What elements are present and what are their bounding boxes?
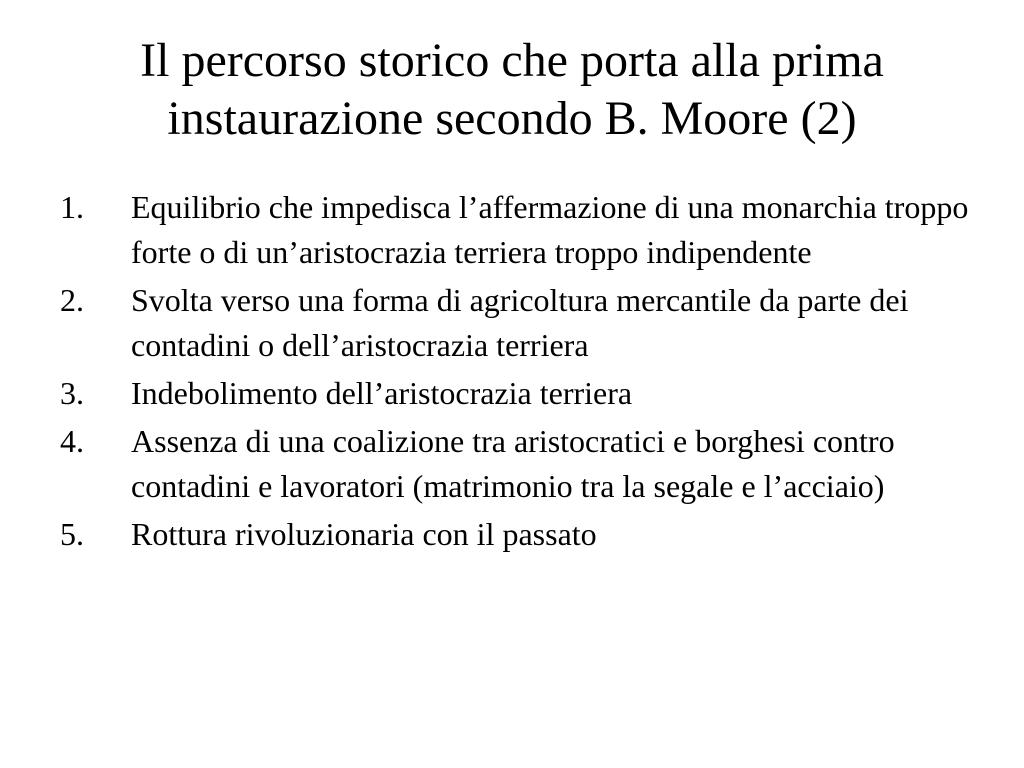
list-item-number: 5.: [60, 516, 84, 552]
list-item-1: [60, 185, 980, 275]
list-item-number: 1.: [60, 189, 84, 225]
list-item-number: 3.: [60, 375, 84, 411]
list-item-2: [60, 278, 980, 368]
list-item-text: Equilibrio che impedisca l’affermazione di una monarchia troppo forte o di un’aristocrazia terriera troppo indipendente: [131, 189, 969, 270]
list-item-text: Assenza di una coalizione tra aristocratici e borghesi contro contadini e lavoratori (matrimonio tra la segale e l’acciaio): [131, 423, 895, 504]
list-item-3: [60, 371, 980, 416]
list-item-number: 4.: [60, 423, 84, 459]
list-item-text: Svolta verso una forma di agricoltura mercantile da parte dei contadini o dell’aristocrazia terriera: [131, 282, 909, 363]
list-item-5: [60, 512, 980, 557]
numbered-list: [60, 185, 980, 560]
list-item-4: [60, 419, 980, 509]
slide-title-line-2: instaurazione secondo B. Moore (2): [167, 92, 857, 145]
slide-title: [40, 32, 984, 148]
list-item-text: Rottura rivoluzionaria con il passato: [131, 516, 597, 552]
list-item-text: Indebolimento dell’aristocrazia terriera: [131, 375, 633, 411]
slide-title-line-1: Il percorso storico che porta alla prima: [140, 34, 884, 87]
list-item-number: 2.: [60, 282, 84, 318]
